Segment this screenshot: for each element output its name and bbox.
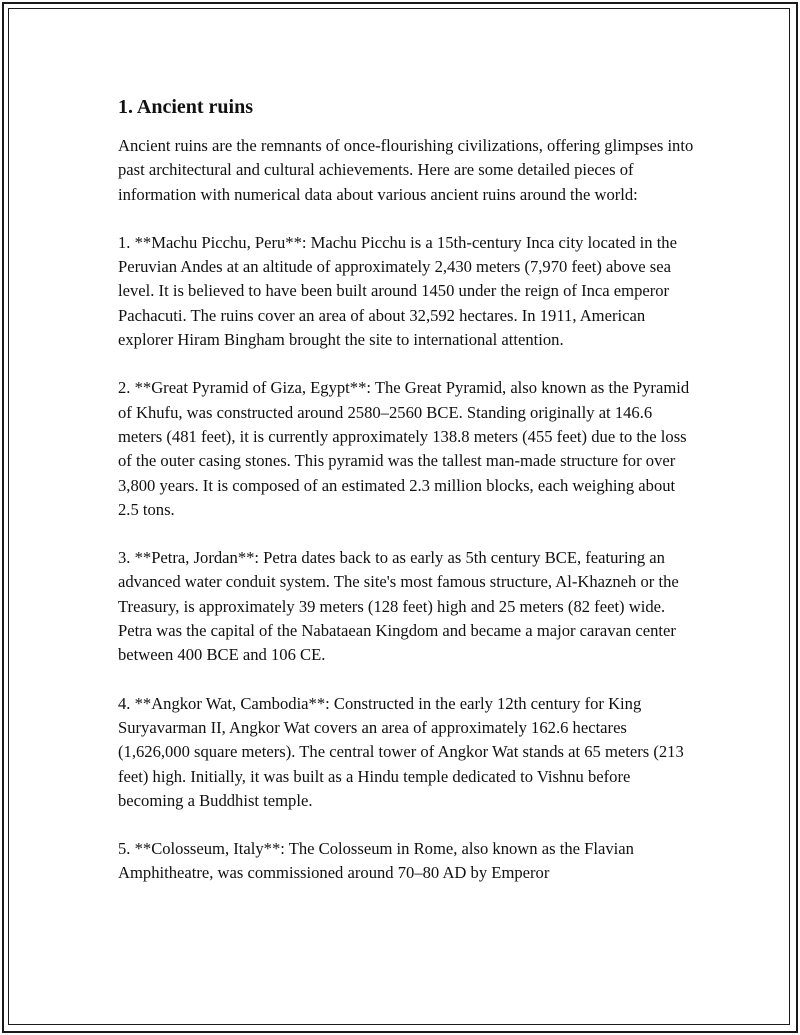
document-body — [118, 93, 698, 910]
list-item-colosseum: 5. **Colosseum, Italy**: The Colosseum in Rome, also known as the Flavian Amphitheatre, was commissioned around 70–80 AD by Emperor — [118, 839, 634, 883]
list-item-machu-picchu: 1. **Machu Picchu, Peru**: Machu Picchu is a 15th-century Inca city located in the Peruvian Andes at an altitude of approximately 2,430 meters (7,970 feet) above sea level. It is believed to have been built around 1450 under the reign of Inca emperor Pachacuti. The ruins cover an area of about 32,592 hectares. In 1911, American explorer Hiram Bingham brought the site to international attention. — [118, 232, 677, 350]
list-item-angkor-wat: 4. **Angkor Wat, Cambodia**: Constructed in the early 12th century for King Suryavarman II, Angkor Wat covers an area of approximately 162.6 hectares (1,626,000 square meters). The central tower of Angkor Wat stands at 65 meters (213 feet) high. Initially, it was built as a Hindu temple dedicated to Vishnu before becoming a Buddhist temple. — [118, 693, 684, 810]
list-item-petra: 3. **Petra, Jordan**: Petra dates back to as early as 5th century BCE, featuring an advanced water conduit system. The site's most famous structure, Al-Khazneh or the Treasury, is approximately 39 meters (128 feet) high and 25 meters (82 feet) wide. Petra was the capital of the Nabataean Kingdom and became a major caravan center between 400 BCE and 106 CE. — [118, 548, 679, 665]
intro-paragraph: Ancient ruins are the remnants of once-flourishing civilizations, offering glimpses into past architectural and cultural achievements. Here are some detailed pieces of information with numerical data about various ancient ruins around the world: — [118, 136, 694, 204]
section-heading: 1. Ancient ruins — [118, 96, 254, 118]
list-item-great-pyramid: 2. **Great Pyramid of Giza, Egypt**: The Great Pyramid, also known as the Pyramid of Khufu, was constructed around 2580–2560 BCE. Standing originally at 146.6 meters (481 feet), it is currently approximately 138.8 meters (455 feet) due to the loss of the outer casing stones. This pyramid was the tallest man-made structure for over 3,800 years. It is composed of an estimated 2.3 million blocks, each weighing about 2.5 tons. — [118, 378, 690, 519]
